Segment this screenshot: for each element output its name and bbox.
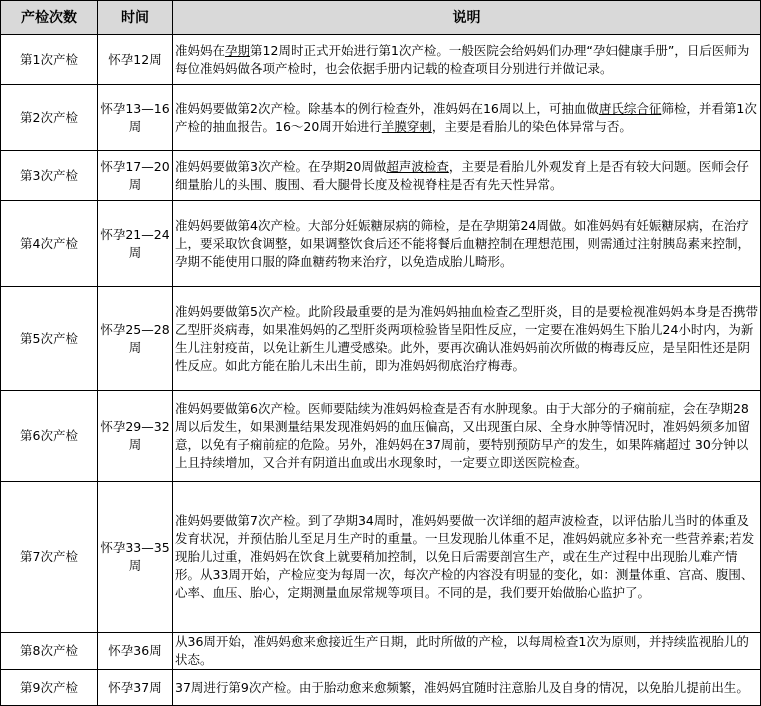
description-text: 准妈妈要做第3次产检。在孕期20周做	[175, 158, 387, 174]
description-text: 37周进行第9次产检。由于胎动愈来愈频繁，准妈妈宜随时注意胎儿及自身的情况，以免胎儿提前出生。	[175, 679, 749, 695]
time-cell: 怀孕33—35周	[98, 482, 173, 633]
header-description: 说明	[173, 1, 761, 35]
visit-cell: 第4次产检	[1, 201, 98, 287]
visit-cell: 第6次产检	[1, 391, 98, 482]
description-cell	[173, 287, 761, 391]
visit-cell: 第9次产检	[1, 670, 98, 706]
visit-cell: 第8次产检	[1, 633, 98, 670]
description-text: 准妈妈	[175, 42, 213, 58]
time-cell: 怀孕12周	[98, 35, 173, 85]
table-row	[1, 201, 761, 287]
table-row	[1, 287, 761, 391]
term-link[interactable]: 孕期	[225, 42, 251, 58]
header-visit: 产检次数	[1, 1, 98, 35]
time-cell: 怀孕37周	[98, 670, 173, 706]
table-row	[1, 35, 761, 85]
description-cell	[173, 482, 761, 633]
description-text: 准妈妈要做第5次产检。此阶段最重要的是为准妈妈抽血检查乙型肝炎，目的是要检视准妈妈本身是否携带乙型肝炎病毒，如果准妈妈的乙型肝炎两项检验皆呈阳性反应，一定要在准妈妈生下胎儿24小时内，为新生儿注射疫苗，以免让新生儿遭受感染。此外，要再次确认准妈妈前次所做的梅毒反应，是呈阳性还是阴性反应。如此方能在胎儿未出生前，即为准妈妈彻底治疗梅毒。	[175, 303, 758, 373]
description-text: 筛检，并看第1次产检的抽血报告。16～20周开始进行	[175, 100, 757, 134]
description-text: ，主要是看胎儿的染色体异常与否。	[431, 118, 632, 134]
description-cell	[173, 670, 761, 706]
visit-cell: 第5次产检	[1, 287, 98, 391]
table-header-row	[1, 1, 761, 35]
description-text: 第12周时正式开始进行第1次产检。一般医院会给妈妈们办理“孕妇健康手册”，日后医师为每位准妈妈做各项产检时，也会依据手册内记载的检查项目分别进行并做记录。	[175, 42, 750, 76]
time-cell: 怀孕21—24周	[98, 201, 173, 287]
time-cell: 怀孕36周	[98, 633, 173, 670]
description-text: 准妈妈要做第7次产检。到了孕期34周时，准妈妈要做一次详细的超声波检查，以评估胎儿当时的体重及发育状况，并预估胎儿至足月生产时的重量。一旦发现胎儿体重不足，准妈妈就应多补充一些营养素;若发现胎儿过重，准妈妈在饮食上就要稍加控制，以免日后需要剖宫生产，或在生产过程中出现胎儿难产情形。从33周开始，产检应变为每周一次，每次产检的内容没有明显的变化，如：测量体重、宫高、腹围、心率、血压、胎心，定期测量血尿常规等项目。不同的是，我们要开始做胎心监护了。	[175, 513, 755, 600]
table-row	[1, 482, 761, 633]
table-row	[1, 670, 761, 706]
time-cell: 怀孕17—20周	[98, 151, 173, 201]
description-cell	[173, 633, 761, 670]
description-text: 从36周开始，准妈妈愈来愈接近生产日期，此时所做的产检，以每周检查1次为原则，并持续监视胎儿的状态。	[175, 634, 749, 667]
table-row	[1, 633, 761, 670]
description-cell	[173, 151, 761, 201]
time-cell: 怀孕25—28周	[98, 287, 173, 391]
table-row	[1, 391, 761, 482]
visit-cell: 第7次产检	[1, 482, 98, 633]
description-text: 准妈妈要做第6次产检。医师要陆续为准妈妈检查是否有水肿现象。由于大部分的子痫前症，会在孕期28周以后发生，如果测量结果发现准妈妈的血压偏高，又出现蛋白尿、全身水肿等情况时，准妈妈须多加留意，以免有子痫前症的危险。另外，准妈妈在37周前，要特别预防早产的发生，如果阵痛超过 30分钟以上且持续增加，又合并有阴道出血或出水现象时，一定要立即送医院检查。	[175, 401, 751, 470]
description-cell	[173, 201, 761, 287]
table-row	[1, 151, 761, 201]
visit-cell: 第1次产检	[1, 35, 98, 85]
description-text: ，主要是看胎儿外观发育上是否有较大问题。医师会仔细量胎儿的头围、腹围、看大腿骨长度及检视脊柱是否有先天性异常。	[175, 158, 749, 192]
time-cell: 怀孕13—16周	[98, 85, 173, 151]
time-cell: 怀孕29—32周	[98, 391, 173, 482]
table-row	[1, 85, 761, 151]
description-cell	[173, 391, 761, 482]
description-text: 准妈妈要做第2次产检。除基本的例行检查外，准妈妈在16周以上，可抽血做	[175, 100, 599, 116]
visit-cell: 第3次产检	[1, 151, 98, 201]
header-time: 时间	[98, 1, 173, 35]
description-cell	[173, 85, 761, 151]
visit-cell: 第2次产检	[1, 85, 98, 151]
term-link[interactable]: 唐氏综合征	[598, 100, 662, 116]
description-text: 在	[212, 42, 226, 58]
term-link[interactable]: 羊膜穿刺	[381, 118, 432, 134]
term-link[interactable]: 超声波检查	[386, 158, 449, 174]
description-cell	[173, 35, 761, 85]
description-text: 准妈妈要做第4次产检。大部分妊娠糖尿病的筛检，是在孕期第24周做。如准妈妈有妊娠糖尿病，在治疗上，要采取饮食调整，如果调整饮食后还不能将餐后血糖控制在理想范围，则需通过注射胰岛素来控制，孕期不能使用口服的降血糖药物来治疗，以免造成胎儿畸形。	[175, 217, 751, 269]
